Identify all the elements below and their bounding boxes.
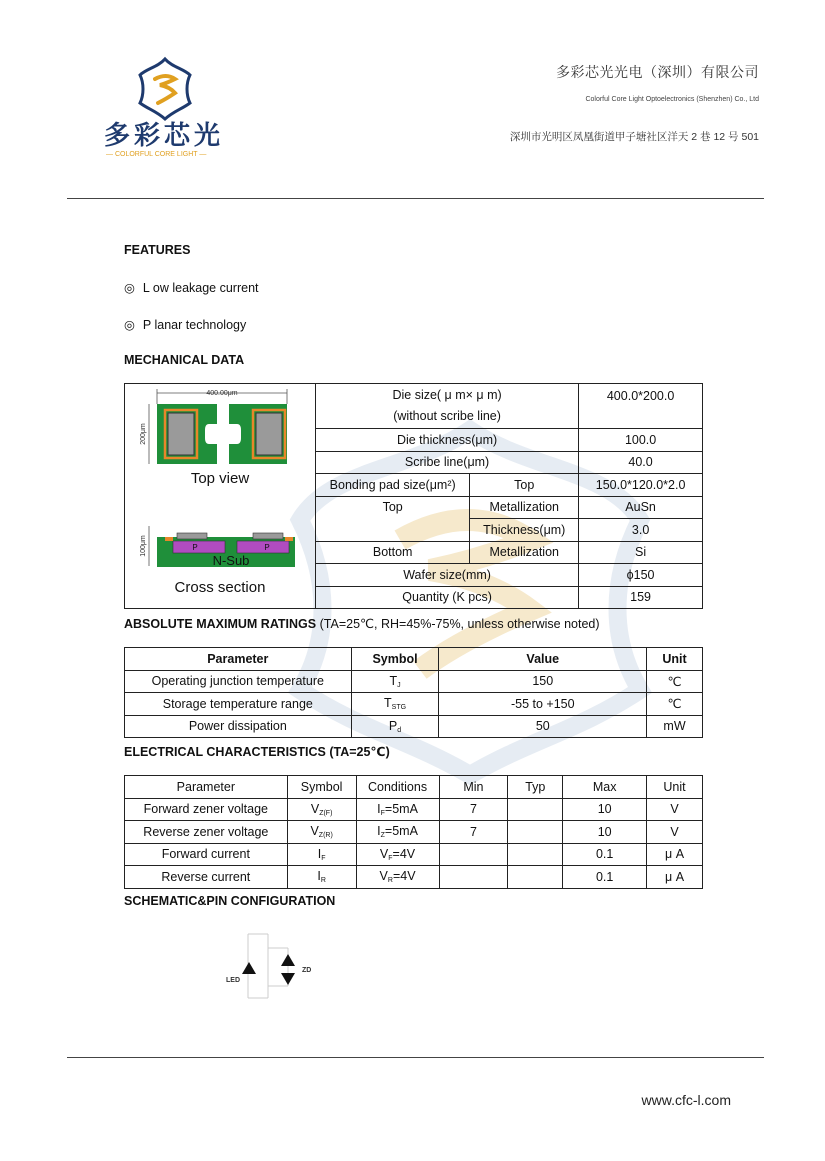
abs-max-note: (TA=25℃, RH=45%-75%, unless otherwise noted): [319, 617, 600, 631]
abs-max-header: Symbol: [351, 648, 439, 671]
bonding-value: 150.0*120.0*2.0: [579, 474, 703, 497]
footer-url[interactable]: www.cfc-l.com: [641, 1092, 731, 1108]
pin-schematic: [220, 930, 330, 1002]
die-size-value: 400.0*200.0: [579, 384, 703, 429]
quantity-label: Quantity (K pcs): [315, 586, 578, 609]
wafer-value: ϕ150: [579, 564, 703, 587]
die-size-label-cell: Die size( μ m× μ m) (without scribe line): [315, 384, 578, 429]
table-row: Reverse current $I_R$ $V_R=4V$ 0.1 μ A: [125, 866, 703, 889]
wafer-label: Wafer size(mm): [315, 564, 578, 587]
abs-max-header: Unit: [647, 648, 703, 671]
quantity-value: 159: [579, 586, 703, 609]
metallization-label: Metallization: [470, 541, 579, 564]
die-thickness-label: Die thickness(μm): [315, 429, 578, 452]
company-name-cn: 多彩芯光光电（深圳）有限公司: [556, 64, 759, 80]
table-row: Forward zener voltage $V_{Z(F)}$ $I_F=5mA$ 7 10 V: [125, 798, 703, 821]
bonding-top: Top: [470, 474, 579, 497]
footer-divider: [67, 1057, 764, 1058]
mechanical-title: MECHANICAL DATA: [124, 353, 245, 367]
header-divider: [67, 198, 764, 199]
bottom-metal-value: Si: [579, 541, 703, 564]
die-drawing: [125, 384, 314, 608]
table-row: Forward current $I_F$ $V_F=4V$ 0.1 μ A: [125, 843, 703, 866]
metallization-label: Metallization: [470, 496, 579, 519]
electrical-title: ELECTRICAL CHARACTERISTICS (TA=25℃): [124, 745, 390, 759]
electrical-header: Min: [439, 776, 508, 799]
dim-width-label: 400.00μm: [206, 390, 238, 397]
feature-bullet-icon: ◎: [124, 281, 135, 295]
schematic-title: SCHEMATIC&PIN CONFIGURATION: [124, 894, 336, 908]
electrical-header: Typ: [508, 776, 563, 799]
led-label: LED: [226, 977, 240, 984]
electrical-header: Conditions: [356, 776, 439, 799]
cross-section-label: Cross section: [174, 579, 266, 596]
dim-height-label: 200μm: [140, 423, 147, 445]
zener-up-icon: [281, 954, 295, 966]
feature-item: ◎ P lanar technology: [124, 318, 247, 332]
bonding-label: Bonding pad size(μm²): [315, 474, 469, 497]
table-row: Power dissipation $P_d$ 50 mW: [125, 715, 703, 738]
die-thickness-value: 100.0: [579, 429, 703, 452]
table-row: Storage temperature range $T_{STG}$ -55 to +150 ℃: [125, 693, 703, 716]
logo-text-en: — COLORFUL CORE LIGHT —: [106, 151, 207, 158]
die-drawing-cell: [125, 384, 316, 609]
features-title: FEATURES: [124, 243, 191, 257]
zd-label: ZD: [302, 967, 312, 974]
pad-label: P: [192, 543, 198, 552]
electrical-header: Max: [563, 776, 647, 799]
bottom-label: Bottom: [315, 541, 469, 564]
logo-text-cn: 多彩芯光: [104, 121, 225, 151]
electrical-header: Unit: [647, 776, 703, 799]
led-symbol-icon: [242, 962, 256, 974]
electrical-header: Symbol: [287, 776, 356, 799]
mechanical-table: [124, 383, 703, 609]
pad-label: P: [264, 543, 270, 552]
top-view-label: Top view: [190, 470, 250, 487]
scribe-value: 40.0: [579, 451, 703, 474]
zener-down-icon: [281, 973, 295, 985]
company-name-en: Colorful Core Light Optoelectronics (Shenzhen) Co., Ltd: [585, 96, 759, 103]
scribe-label: Scribe line(μm): [315, 451, 578, 474]
top-thickness-value: 3.0: [579, 519, 703, 542]
nsub-label: N-Sub: [212, 553, 250, 568]
dim-thick-label: 100μm: [140, 535, 147, 557]
table-row: Operating junction temperature $T_J$ 150 ℃: [125, 670, 703, 693]
abs-max-title: ABSOLUTE MAXIMUM RATINGS (TA=25℃, RH=45%-75%, unless otherwise noted): [124, 617, 600, 631]
company-logo: [100, 55, 230, 165]
thickness-label: Thickness(μm): [470, 519, 579, 542]
top-metal-value: AuSn: [579, 496, 703, 519]
feature-bullet-icon: ◎: [124, 318, 135, 332]
electrical-header: Parameter: [125, 776, 288, 799]
abs-max-table: [124, 647, 703, 738]
table-row: Reverse zener voltage $V_{Z(R)}$ $I_Z=5mA$ 7 10 V: [125, 821, 703, 844]
feature-item: ◎ L ow leakage current: [124, 281, 259, 295]
abs-max-header: Value: [439, 648, 647, 671]
top-label: Top: [315, 496, 469, 541]
electrical-table: [124, 775, 703, 889]
abs-max-header: Parameter: [125, 648, 352, 671]
company-address: 深圳市光明区凤凰街道甲子塘社区洋天 2 巷 12 号 501: [509, 131, 759, 143]
